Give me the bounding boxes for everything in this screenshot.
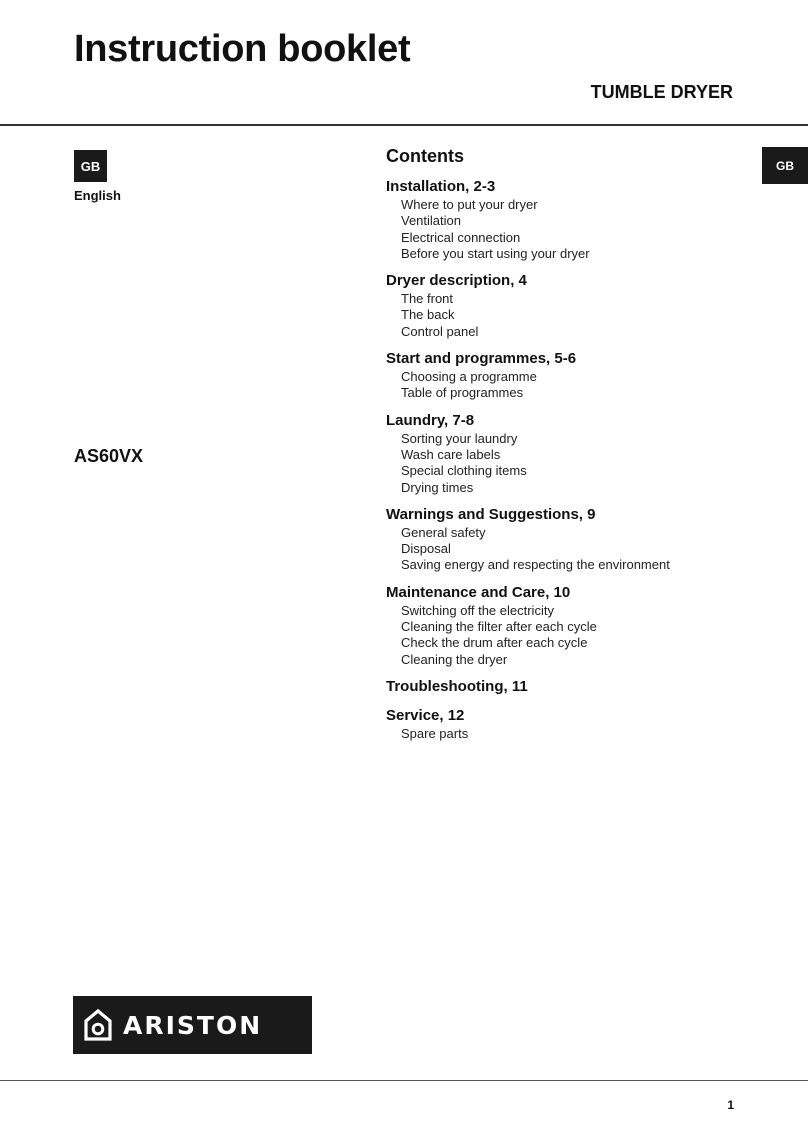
contents-section [386,177,746,262]
footer-divider [0,1080,808,1081]
contents-section [386,583,746,668]
section-item: Before you start using your dryer [401,245,590,261]
contents-section [386,505,746,574]
section-item: Cleaning the filter after each cycle [401,619,597,635]
section-item: Where to put your dryer [401,197,538,212]
language-side-tab: GB [762,147,808,184]
section-item: Check the drum after each cycle [401,635,588,651]
table-of-contents [386,146,746,751]
section-item: Wash care labels [401,446,501,462]
header-divider [0,124,808,126]
contents-section [386,706,746,742]
contents-heading: Contents [386,146,464,166]
section-title: Maintenance and Care, 10 [386,583,571,601]
house-icon [83,1008,113,1042]
section-item: Choosing a programme [401,369,537,385]
section-item: General safety [401,524,486,540]
contents-sections [386,177,746,742]
section-item: Spare parts [401,725,469,741]
ariston-logo [73,996,312,1054]
section-item: Drying times [401,479,474,495]
contents-section [386,411,746,496]
section-item: Cleaning the dryer [401,651,508,667]
section-item: Sorting your laundry [401,430,518,446]
page-number: 1 [727,1098,734,1112]
section-item: Control panel [401,323,479,339]
section-title: Troubleshooting, 11 [386,677,528,695]
section-title: Start and programmes, 5-6 [386,350,577,368]
language-badge: GB [74,150,107,182]
contents-section [386,271,746,340]
section-item: Saving energy and respecting the environment [401,557,670,573]
section-title: Installation, 2-3 [386,178,496,195]
section-item: The front [401,291,454,307]
section-item: Disposal [401,541,451,557]
contents-section [386,677,746,697]
section-item: Switching off the electricity [401,602,554,618]
section-title: Dryer description, 4 [386,272,527,290]
section-item: Special clothing items [401,463,527,479]
section-item: Table of programmes [401,385,524,401]
section-title: Laundry, 7-8 [386,411,475,429]
section-item: Ventilation [401,213,461,229]
section-title: Warnings and Suggestions, 9 [386,505,596,523]
booklet-title: Instruction booklet [74,28,411,70]
contents-section [386,349,746,402]
section-item: The back [401,307,455,323]
model-number: AS60VX [74,446,144,466]
section-item: Electrical connection [401,229,521,245]
language-name: English [74,188,121,203]
logo-wordmark: ARISTON [123,1010,263,1040]
section-title: Service, 12 [386,706,465,724]
product-type: TUMBLE DRYER [590,82,733,102]
